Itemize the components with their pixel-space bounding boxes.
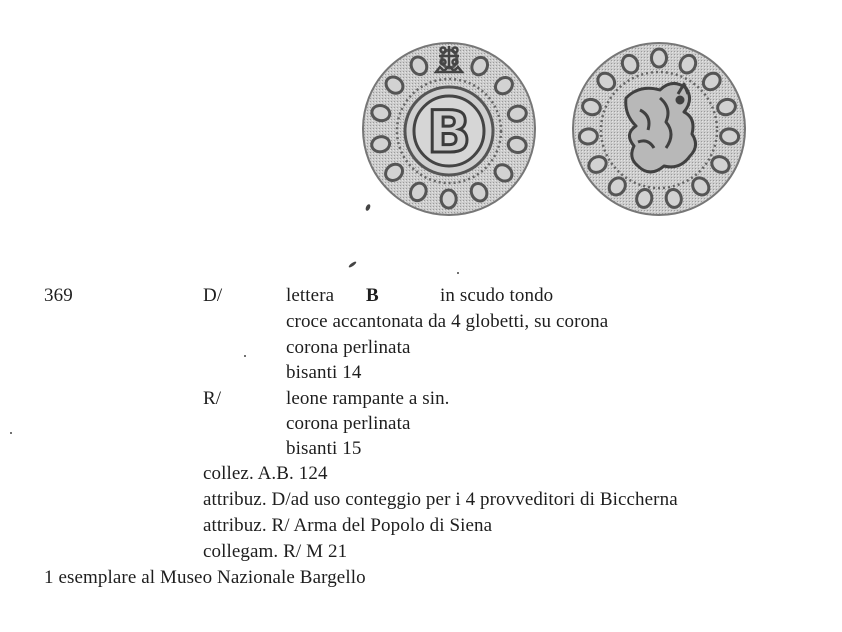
obverse-line: lettera	[286, 285, 335, 306]
scan-speck	[10, 432, 12, 434]
reverse-line: bisanti 15	[286, 438, 362, 459]
obverse-letter: B	[426, 98, 472, 166]
obverse-label: D/	[203, 285, 223, 306]
bisante-ring	[579, 128, 598, 145]
obverse-line: bisanti 14	[286, 362, 362, 383]
reverse-label: R/	[203, 388, 222, 409]
scan-speck	[244, 355, 246, 357]
coin-obverse-image	[358, 38, 540, 220]
rampant-lion-icon	[626, 83, 696, 172]
note-line: collez. A.B. 124	[203, 463, 328, 484]
obverse-line: corona perlinata	[286, 337, 411, 358]
scan-speck	[457, 272, 459, 274]
note-line: attribuz. R/ Arma del Popolo di Siena	[203, 515, 493, 536]
reverse-line: corona perlinata	[286, 413, 411, 434]
obverse-line: in scudo tondo	[440, 285, 554, 306]
coin-reverse-image	[568, 38, 750, 220]
note-line: attribuz. D/ad uso conteggio per i 4 provveditori di Biccherna	[203, 489, 678, 510]
bisante-ring	[720, 128, 739, 145]
bisante-ring	[652, 49, 667, 67]
reverse-line: leone rampante a sin.	[286, 388, 450, 409]
obverse-line: croce accantonata da 4 globetti, su corona	[286, 311, 609, 332]
note-line: collegam. R/ M 21	[203, 541, 348, 562]
scan-speck	[348, 261, 357, 269]
obverse-letter-text: B	[366, 285, 379, 306]
catalog-number: 369	[44, 285, 73, 306]
footer-note: 1 esemplare al Museo Nazionale Bargello	[44, 567, 366, 588]
bisante-ring	[441, 190, 456, 208]
